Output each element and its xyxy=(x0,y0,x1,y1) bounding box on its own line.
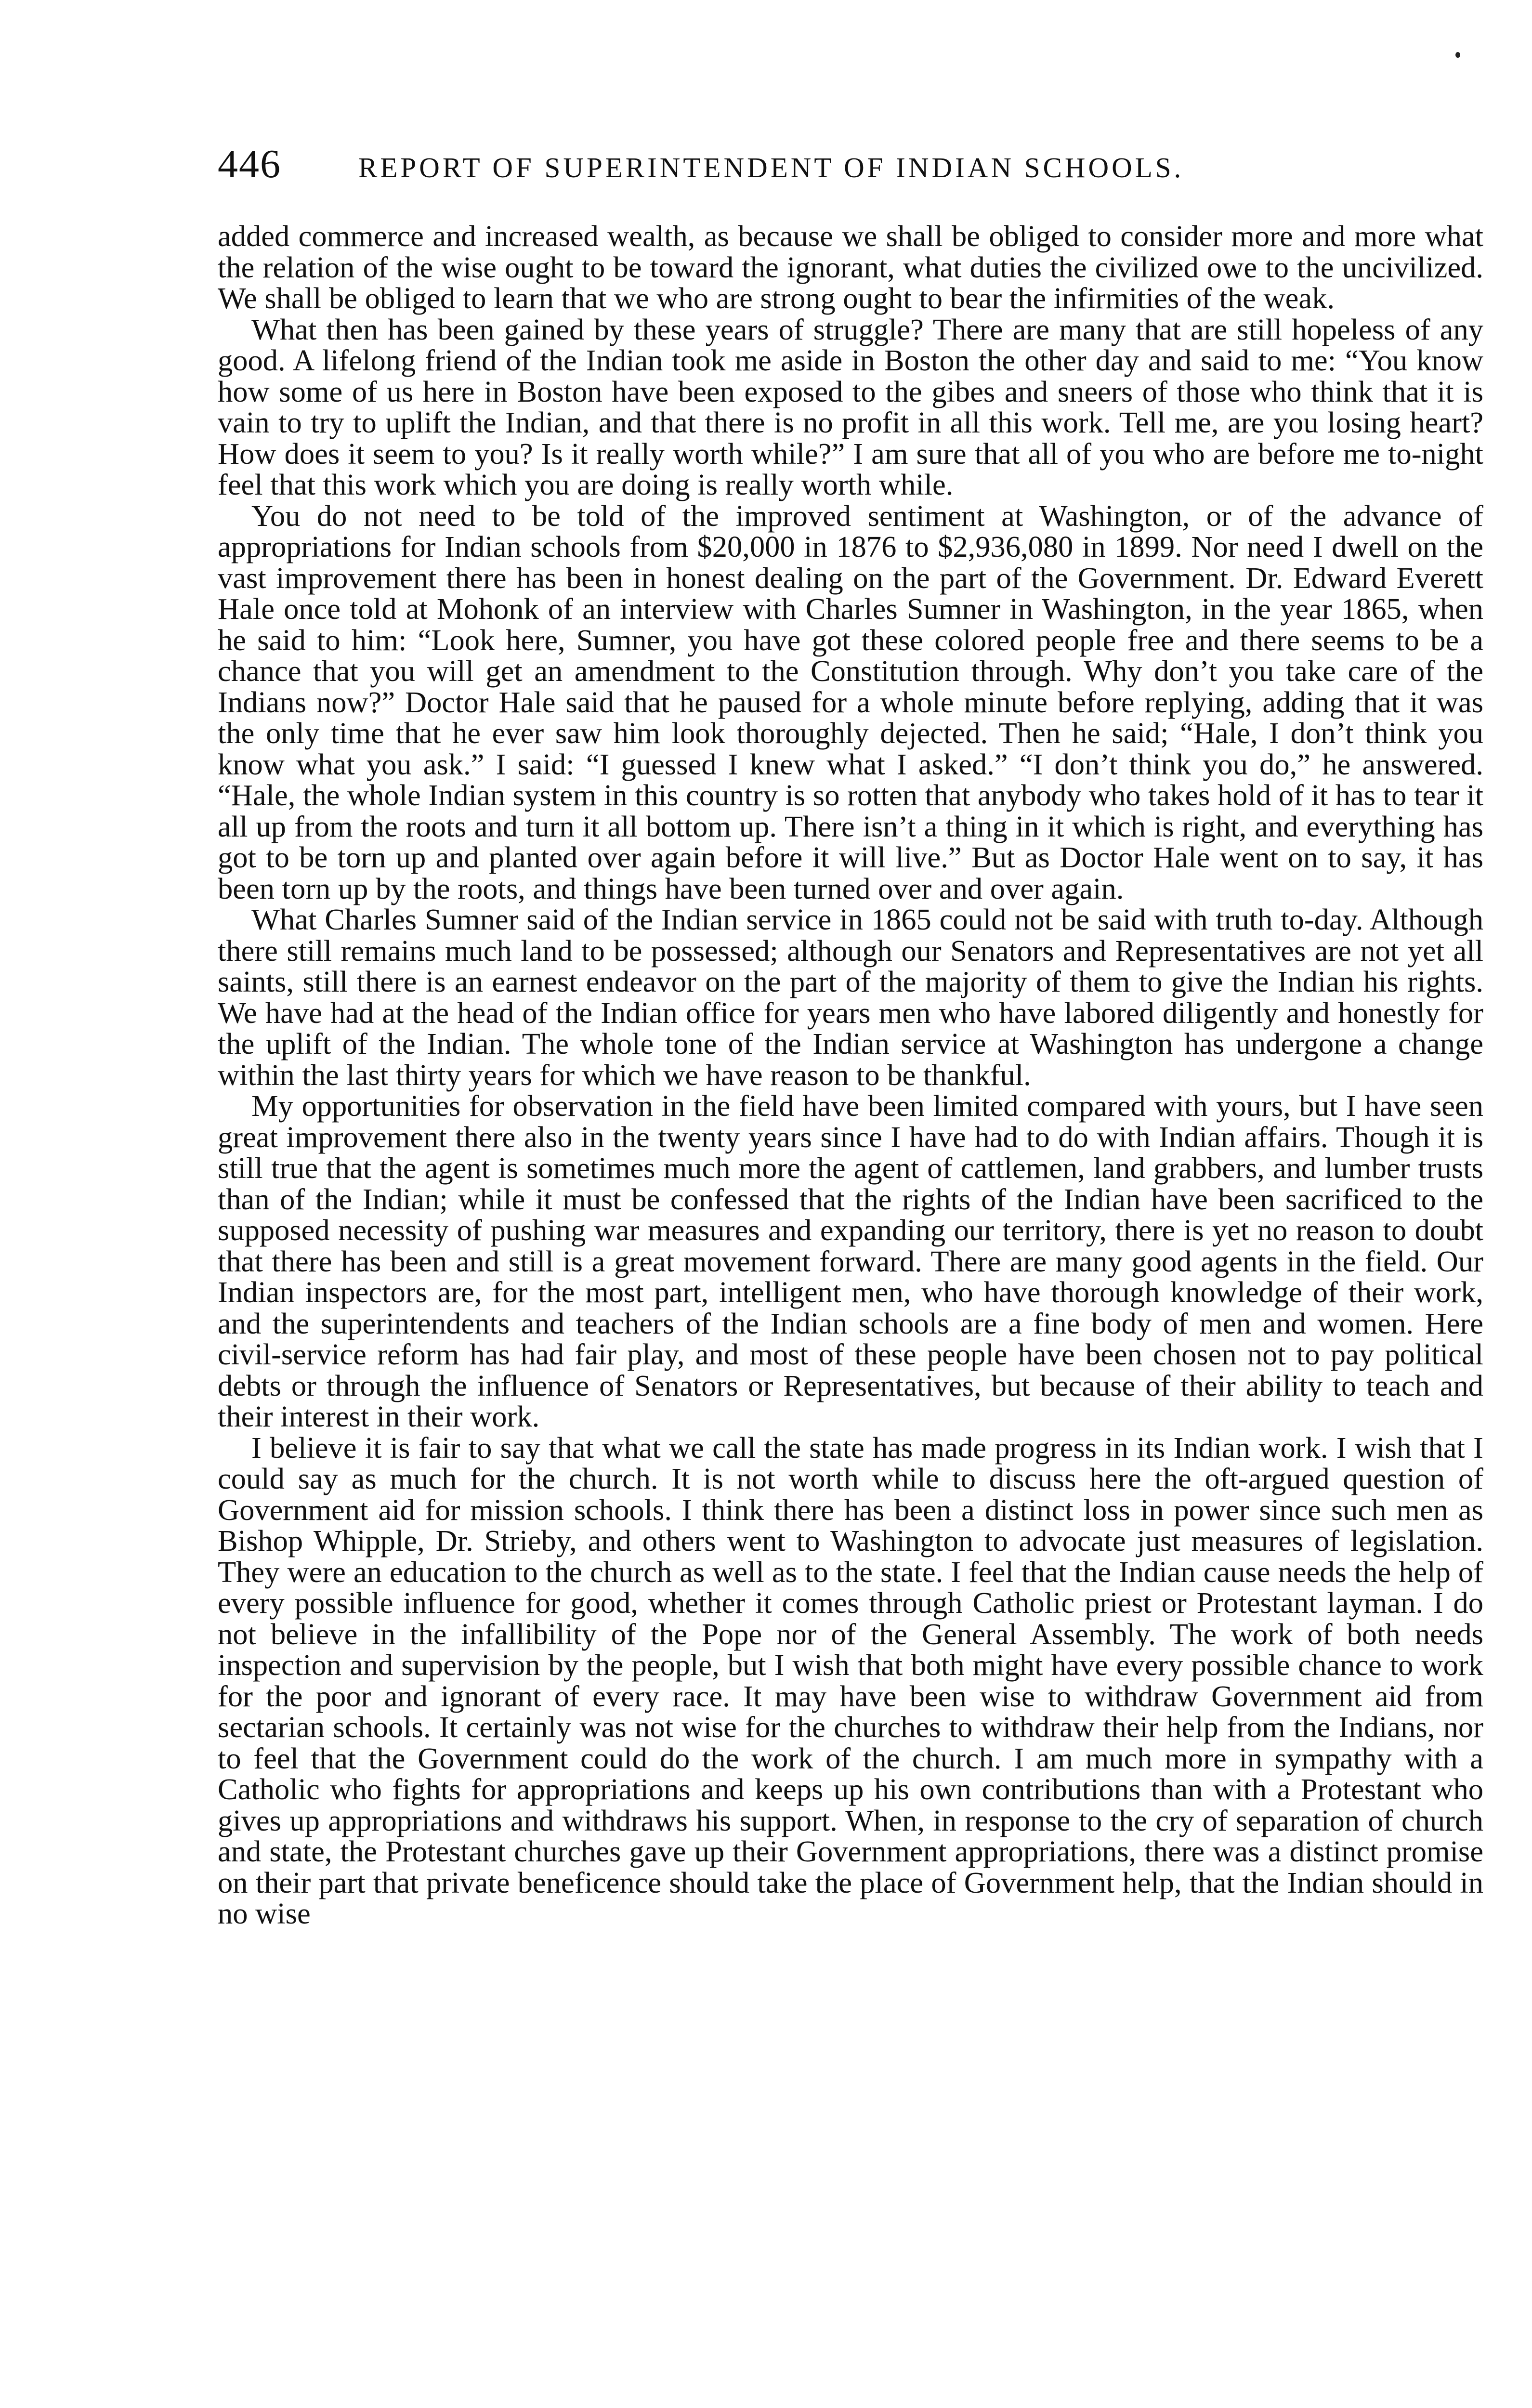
body-text xyxy=(218,221,1483,1929)
paragraph: What then has been gained by these years of struggle? There are many that are still hopeless of any good. A lifelong friend of the Indian took me aside in Boston the other day and said to me: “You know how some of us here in Boston have been exposed to the gibes and sneers of those who think that it is vain to try to uplift the Indian, and that there is no profit in all this work. Tell me, are you losing heart? How does it seem to you? Is it really worth while?” I am sure that all of you who are before me to-night feel that this work which you are doing is really worth while. xyxy=(218,312,1483,501)
page-header xyxy=(218,141,1483,189)
ink-speck xyxy=(1455,52,1460,58)
page-number: 446 xyxy=(218,142,281,186)
paragraph: What Charles Sumner said of the Indian service in 1865 could not be said with truth to-day. Although there still remains much land to be possessed; although our Senators and Representatives are not yet all saints, still there is an earnest endeavor on the part of the majority of them to give the Indian his rights. We have had at the head of the Indian office for years men who have labored diligently and honestly for the uplift of the Indian. The whole tone of the Indian service at Washington has undergone a change within the last thirty years for which we have reason to be thankful. xyxy=(218,903,1483,1092)
paragraph: My opportunities for observation in the field have been limited compared with yours, but I have seen great improvement there also in the twenty years since I have had to do with Indian affairs. Though it is still true that the agent is sometimes much more the agent of cattlemen, land grabbers, and lumber trusts than of the Indian; while it must be confessed that the rights of the Indian have been sacrificed to the supposed necessity of pushing war measures and expanding our territory, there is yet no reason to doubt that there has been and still is a great movement forward. There are many good agents in the field. Our Indian inspectors are, for the most part, intelligent men, who have thorough knowledge of their work, and the superintendents and teachers of the Indian schools are a fine body of men and women. Here civil-service reform has had fair play, and most of these people have been chosen not to pay political debts or through the influence of Senators or Representatives, but because of their ability to teach and their interest in their work. xyxy=(218,1089,1483,1433)
paragraph-continued: added commerce and increased wealth, as because we shall be obliged to consider more and more what the relation of the wise ought to be toward the ignorant, what duties the civilized owe to the uncivilized. We shall be obliged to learn that we who are strong ought to bear the infirmities of the weak. xyxy=(218,219,1483,315)
paragraph: You do not need to be told of the improved sentiment at Washington, or of the advance of appropriations for Indian schools from $20,000 in 1876 to $2,936,080 in 1899. Nor need I dwell on the vast improvement there has been in honest dealing on the part of the Government. Dr. Edward Everett Hale once told at Mohonk of an interview with Charles Sumner in Washington, in the year 1865, when he said to him: “Look here, Sumner, you have got these colored people free and there seems to be a chance that you will get an amendment to the Constitution through. Why don’t you take care of the Indians now?” Doctor Hale said that he paused for a whole minute before replying, adding that it was the only time that he ever saw him look thoroughly dejected. Then he said; “Hale, I don’t think you know what you ask.” I said: “I guessed I knew what I asked.” “I don’t think you do,” he answered. “Hale, the whole Indian system in this country is so rotten that anybody who takes hold of it has to tear it all up from the roots and turn it all bottom up. There isn’t a thing in it which is right, and everything has got to be torn up and planted over again before it will live.” But as Doctor Hale went on to say, it has been torn up by the roots, and things have been turned over and over again. xyxy=(218,498,1483,905)
running-title: REPORT OF SUPERINTENDENT OF INDIAN SCHOOLS. xyxy=(358,152,1184,183)
paragraph: I believe it is fair to say that what we call the state has made progress in its Indian work. I wish that I could say as much for the church. It is not worth while to discuss here the oft-argued question of Government aid for mission schools. I think there has been a distinct loss in power since such men as Bishop Whipple, Dr. Strieby, and others went to Washington to advocate just measures of legislation. They were an education to the church as well as to the state. I feel that the Indian cause needs the help of every possible influence for good, whether it comes through Catholic priest or Protestant layman. I do not believe in the infallibility of the Pope nor of the General Assembly. The work of both needs inspection and supervision by the people, but I wish that both might have every possible chance to work for the poor and ignorant of every race. It may have been wise to withdraw Government aid from sectarian schools. It certainly was not wise for the churches to withdraw their help from the Indians, nor to feel that the Government could do the work of the church. I am much more in sympathy with a Catholic who fights for appropriations and keeps up his own contributions than with a Protestant who gives up appropriations and withdraws his support. When, in response to the cry of separation of church and state, the Protestant churches gave up their Government appropriations, there was a distinct promise on their part that private beneficence should take the place of Government help, that the Indian should in no wise xyxy=(218,1430,1483,1930)
